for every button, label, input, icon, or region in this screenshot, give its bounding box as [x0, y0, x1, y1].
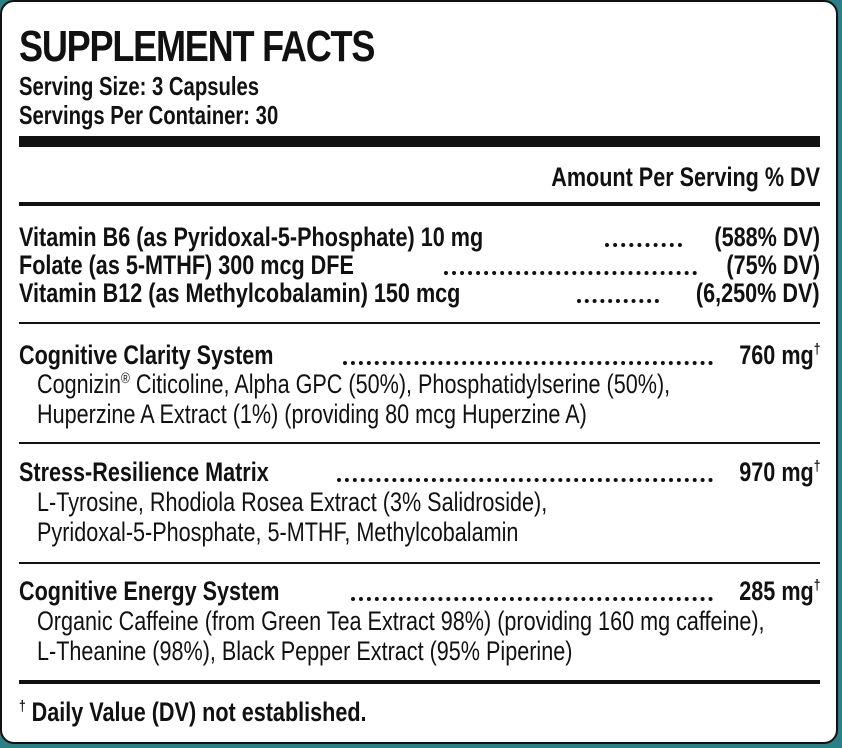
leader-dots	[337, 477, 712, 482]
ingredient-text: Citicoline, Alpha GPC (50%), Phosphatidylserine (50%),	[129, 369, 671, 399]
blend-row-cognitive-energy	[19, 578, 820, 606]
blend-row-stress-resilience	[19, 459, 820, 487]
dagger-mark: †	[813, 341, 820, 358]
servings-per-container: Servings Per Container: 30	[19, 100, 279, 130]
ingredient-text: Cognizin	[37, 369, 122, 399]
vitamin-row-b12	[19, 280, 820, 308]
vitamin-label: Vitamin B6 (as Pyridoxal-5-Phosphate) 10 mg	[19, 222, 484, 252]
leader-dots	[577, 298, 660, 303]
leader-dots	[343, 360, 713, 365]
dagger-mark: †	[813, 458, 820, 475]
amount-per-serving-header: Amount Per Serving % DV	[551, 162, 820, 192]
leader-dots	[351, 596, 713, 601]
divider	[19, 322, 820, 324]
daily-value-footnote	[19, 697, 367, 727]
panel-title: SUPPLEMENT FACTS	[19, 22, 375, 71]
vitamin-dv: (6,250% DV)	[696, 278, 820, 308]
blend-ingredients-line: Organic Caffeine (from Green Tea Extract 98%) (providing 160 mg caffeine),	[37, 606, 765, 636]
vitamin-row-folate	[19, 252, 820, 280]
divider	[19, 202, 820, 206]
blend-row-cognitive-clarity	[19, 342, 820, 370]
vitamin-dv: (75% DV)	[726, 250, 820, 280]
divider	[19, 562, 820, 564]
divider	[19, 680, 820, 684]
vitamin-dv: (588% DV)	[714, 222, 820, 252]
blend-ingredients-line: L-Theanine (98%), Black Pepper Extract (95% Piperine)	[37, 636, 573, 666]
blend-ingredients-line: Pyridoxal-5-Phosphate, 5-MTHF, Methylcobalamin	[37, 517, 519, 547]
vitamin-label: Folate (as 5-MTHF) 300 mcg DFE	[19, 250, 354, 280]
divider	[19, 442, 820, 444]
blend-ingredients-line	[37, 370, 670, 399]
dagger-mark: †	[19, 698, 26, 715]
blend-ingredients-line: L-Tyrosine, Rhodiola Rosea Extract (3% Salidroside),	[37, 487, 548, 517]
blend-name: Cognitive Clarity System	[19, 340, 274, 370]
vitamin-row-b6	[19, 224, 820, 252]
thick-divider	[19, 136, 820, 147]
blend-amount: 285 mg	[738, 576, 814, 606]
vitamin-label: Vitamin B12 (as Methylcobalamin) 150 mcg	[19, 278, 461, 308]
blend-ingredients-line: Huperzine A Extract (1%) (providing 80 mcg Huperzine A)	[37, 399, 587, 429]
blend-amount: 970 mg	[738, 457, 814, 487]
footnote-text: Daily Value (DV) not established.	[25, 697, 367, 727]
blend-amount: 760 mg	[738, 340, 814, 370]
dagger-mark: †	[813, 577, 820, 594]
registered-mark: ®	[121, 370, 130, 387]
blend-name: Stress-Resilience Matrix	[19, 457, 269, 487]
serving-size: Serving Size: 3 Capsules	[19, 71, 260, 101]
leader-dots	[444, 270, 697, 275]
leader-dots	[605, 242, 682, 247]
blend-name: Cognitive Energy System	[19, 576, 280, 606]
